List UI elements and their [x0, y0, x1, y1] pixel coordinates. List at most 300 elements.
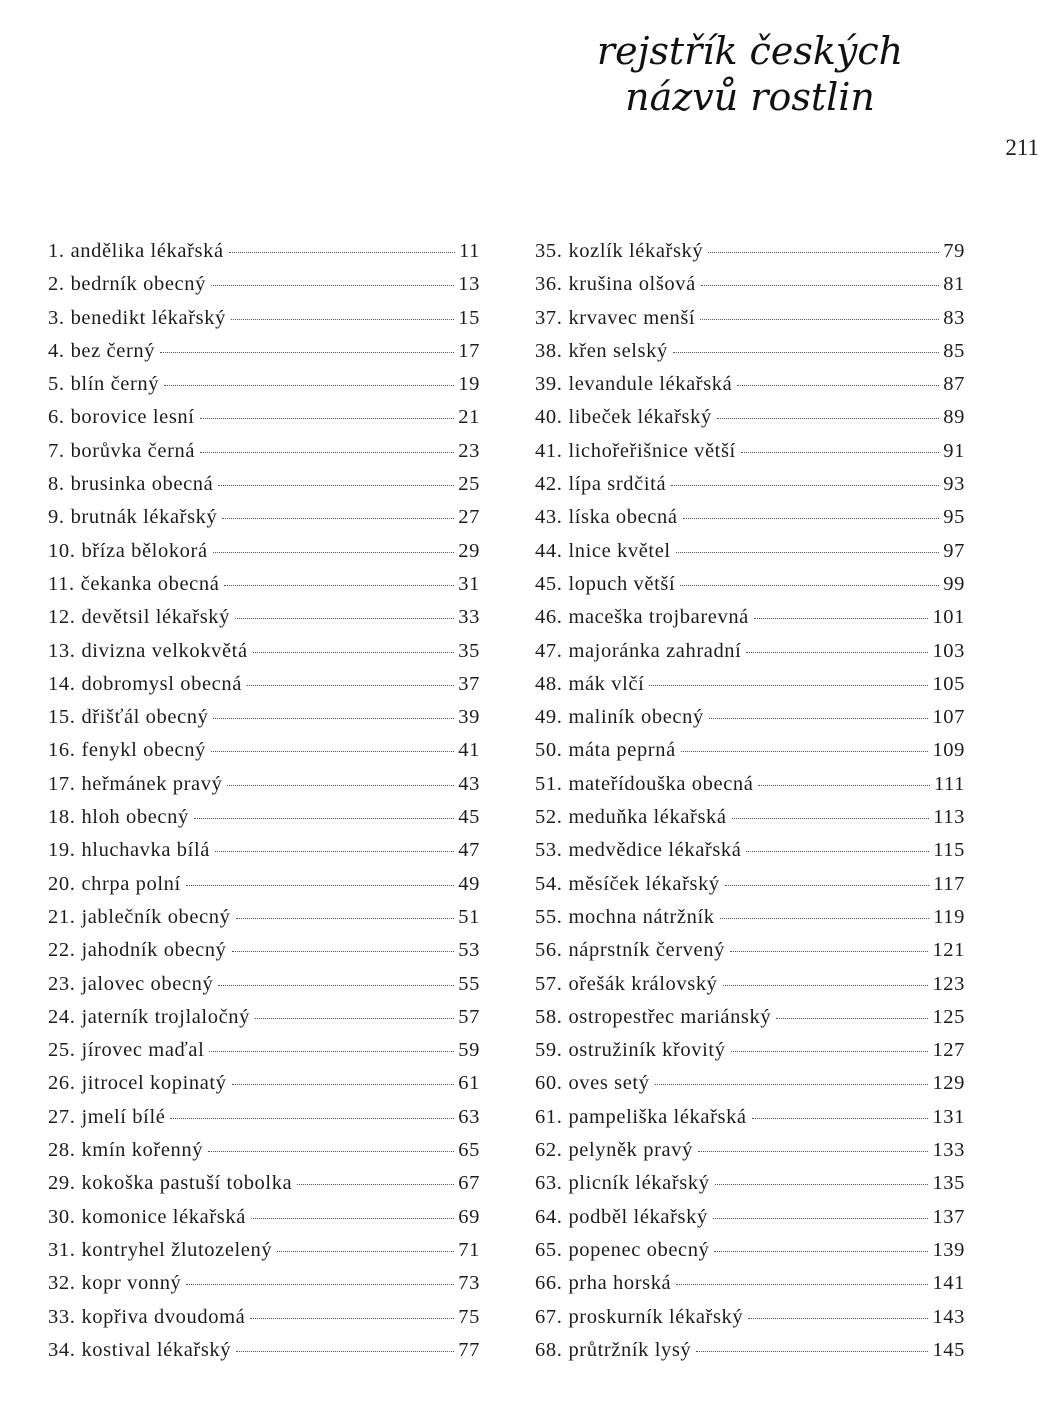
index-entry	[48, 273, 480, 306]
index-entry	[535, 973, 965, 1006]
dot-leader	[247, 685, 454, 686]
entry-page-number: 15	[458, 306, 480, 329]
index-title-line-2: názvů rostlin	[625, 75, 875, 119]
entry-page-number: 61	[458, 1072, 480, 1095]
entry-page-number: 135	[932, 1172, 965, 1195]
dot-leader	[200, 418, 455, 419]
dot-leader	[713, 1218, 929, 1219]
entry-plant-name: libeček lékařský	[568, 406, 712, 429]
dot-leader	[701, 285, 939, 286]
entry-plant-name: chrpa polní	[81, 872, 181, 895]
entry-number: 58.	[535, 1005, 563, 1028]
index-entry	[48, 440, 480, 473]
entry-number: 40.	[535, 406, 563, 429]
index-entry	[48, 1306, 480, 1339]
entry-page-number: 87	[943, 373, 965, 396]
entry-plant-name: jablečník obecný	[81, 905, 231, 928]
index-entry	[48, 1006, 480, 1039]
dot-leader	[255, 1018, 454, 1019]
dot-leader	[224, 585, 454, 586]
entry-plant-name: borovice lesní	[70, 406, 195, 429]
entry-plant-name: dobromysl obecná	[81, 672, 242, 695]
entry-page-number: 71	[458, 1238, 480, 1261]
entry-page-number: 97	[943, 539, 965, 562]
entry-page-number: 141	[932, 1272, 965, 1295]
entry-plant-name: měsíček lékařský	[568, 872, 720, 895]
entry-page-number: 137	[932, 1205, 965, 1228]
index-entry	[48, 606, 480, 639]
entry-number: 63.	[535, 1172, 563, 1195]
entry-plant-name: prha horská	[568, 1272, 672, 1295]
index-entry	[48, 1239, 480, 1272]
index-entry	[535, 806, 965, 839]
index-entry	[48, 739, 480, 772]
entry-number: 21.	[48, 905, 76, 928]
entry-plant-name: blín černý	[70, 373, 160, 396]
dot-leader	[186, 1284, 454, 1285]
entry-page-number: 29	[458, 539, 480, 562]
entry-plant-name: kozlík lékařský	[568, 240, 704, 262]
entry-plant-name: křen selský	[568, 339, 668, 362]
dot-leader	[752, 1118, 929, 1119]
entry-page-number: 37	[458, 672, 480, 695]
entry-plant-name: líska obecná	[568, 506, 678, 529]
entry-plant-name: komonice lékařská	[81, 1205, 246, 1228]
entry-plant-name: kmín kořenný	[81, 1139, 204, 1162]
dot-leader	[746, 851, 929, 852]
entry-page-number: 57	[458, 1005, 480, 1028]
entry-page-number: 143	[932, 1305, 965, 1328]
entry-number: 4.	[48, 339, 65, 362]
index-entry	[48, 773, 480, 806]
entry-number: 36.	[535, 273, 563, 296]
index-entry	[48, 1272, 480, 1305]
entry-plant-name: kopr vonný	[81, 1272, 182, 1295]
index-entry	[535, 773, 965, 806]
index-entry	[535, 1339, 965, 1372]
entry-number: 68.	[535, 1338, 563, 1361]
entry-page-number: 53	[458, 939, 480, 962]
entry-number: 27.	[48, 1105, 76, 1128]
dot-leader	[730, 951, 929, 952]
entry-plant-name: maliník obecný	[568, 706, 704, 729]
dot-leader	[194, 818, 454, 819]
entry-number: 43.	[535, 506, 563, 529]
entry-number: 8.	[48, 473, 65, 496]
index-entry	[48, 506, 480, 539]
entry-plant-name: lípa srdčitá	[568, 473, 667, 496]
index-entry	[48, 573, 480, 606]
entry-page-number: 59	[458, 1039, 480, 1062]
index-entry	[48, 839, 480, 872]
entry-number: 65.	[535, 1238, 563, 1261]
entry-number: 60.	[535, 1072, 563, 1095]
entry-plant-name: proskurník lékařský	[568, 1305, 744, 1328]
index-column-left	[48, 240, 480, 1372]
index-title-line-1: rejstřík českých	[596, 29, 904, 73]
entry-plant-name: máta peprná	[568, 739, 676, 762]
entry-page-number: 83	[943, 306, 965, 329]
dot-leader	[746, 652, 928, 653]
entry-number: 48.	[535, 672, 563, 695]
entry-page-number: 101	[932, 606, 965, 629]
entry-plant-name: majoránka zahradní	[568, 639, 742, 662]
entry-plant-name: ostružiník křovitý	[568, 1039, 726, 1062]
dot-leader	[200, 452, 454, 453]
entry-number: 23.	[48, 972, 76, 995]
index-entry	[48, 706, 480, 739]
index-entry	[535, 1272, 965, 1305]
entry-number: 47.	[535, 639, 563, 662]
entry-number: 26.	[48, 1072, 76, 1095]
dot-leader	[671, 485, 939, 486]
entry-number: 30.	[48, 1205, 76, 1228]
index-entry	[48, 307, 480, 340]
index-entry	[48, 240, 480, 273]
dot-leader	[676, 552, 940, 553]
entry-page-number: 89	[943, 406, 965, 429]
dot-leader	[211, 751, 454, 752]
entry-page-number: 105	[932, 672, 965, 695]
entry-plant-name: jalovec obecný	[81, 972, 214, 995]
entry-number: 32.	[48, 1272, 76, 1295]
dot-leader	[253, 652, 455, 653]
entry-plant-name: jitrocel kopinatý	[81, 1072, 227, 1095]
dot-leader	[209, 1051, 454, 1052]
dot-leader	[222, 518, 454, 519]
entry-plant-name: náprstník červený	[568, 939, 725, 962]
entry-number: 39.	[535, 373, 563, 396]
entry-plant-name: oves setý	[568, 1072, 650, 1095]
entry-page-number: 79	[943, 240, 965, 262]
entry-plant-name: plicník lékařský	[568, 1172, 710, 1195]
index-entry	[48, 340, 480, 373]
index-entry	[48, 640, 480, 673]
entry-plant-name: devětsil lékařský	[81, 606, 230, 629]
dot-leader	[741, 452, 939, 453]
entry-page-number: 85	[943, 339, 965, 362]
index-entry	[535, 506, 965, 539]
entry-plant-name: čekanka obecná	[80, 572, 220, 595]
dot-leader	[676, 1284, 928, 1285]
entry-plant-name: průtržník lysý	[568, 1338, 692, 1361]
dot-leader	[215, 851, 454, 852]
entry-page-number: 43	[458, 772, 480, 795]
entry-plant-name: andělika lékařská	[70, 240, 224, 262]
entry-page-number: 127	[932, 1039, 965, 1062]
entry-plant-name: mák vlčí	[568, 672, 645, 695]
dot-leader	[277, 1251, 454, 1252]
entry-page-number: 69	[458, 1205, 480, 1228]
entry-page-number: 45	[458, 806, 480, 829]
entry-page-number: 27	[458, 506, 480, 529]
entry-number: 14.	[48, 672, 76, 695]
entry-plant-name: medvědice lékařská	[568, 839, 742, 862]
entry-page-number: 117	[933, 872, 965, 895]
entry-number: 38.	[535, 339, 563, 362]
dot-leader	[251, 1218, 454, 1219]
entry-plant-name: krvavec menší	[568, 306, 696, 329]
index-entry	[535, 1072, 965, 1105]
dot-leader	[186, 885, 454, 886]
entry-plant-name: dřišťál obecný	[81, 706, 209, 729]
entry-number: 9.	[48, 506, 65, 529]
entry-page-number: 115	[933, 839, 965, 862]
entry-page-number: 103	[932, 639, 965, 662]
dot-leader	[227, 785, 454, 786]
entry-page-number: 31	[458, 572, 480, 595]
entry-number: 55.	[535, 905, 563, 928]
entry-number: 18.	[48, 806, 76, 829]
entry-number: 2.	[48, 273, 65, 296]
dot-leader	[297, 1184, 454, 1185]
index-entry	[535, 406, 965, 439]
entry-number: 49.	[535, 706, 563, 729]
dot-leader	[737, 385, 939, 386]
entry-number: 6.	[48, 406, 65, 429]
entry-plant-name: jírovec maďal	[81, 1039, 205, 1062]
dot-leader	[208, 1151, 454, 1152]
entry-page-number: 81	[943, 273, 965, 296]
entry-number: 28.	[48, 1139, 76, 1162]
entry-page-number: 63	[458, 1105, 480, 1128]
index-entry	[535, 373, 965, 406]
entry-number: 11.	[48, 572, 75, 595]
index-entry	[48, 1072, 480, 1105]
dot-leader	[218, 985, 454, 986]
entry-number: 66.	[535, 1272, 563, 1295]
entry-page-number: 145	[932, 1338, 965, 1361]
entry-plant-name: kokoška pastuší tobolka	[81, 1172, 293, 1195]
entry-number: 22.	[48, 939, 76, 962]
dot-leader	[709, 718, 929, 719]
entry-plant-name: meduňka lékařská	[568, 806, 727, 829]
entry-number: 42.	[535, 473, 563, 496]
entry-plant-name: kopřiva dvoudomá	[81, 1305, 246, 1328]
entry-page-number: 133	[932, 1139, 965, 1162]
index-entry	[48, 906, 480, 939]
entry-number: 56.	[535, 939, 563, 962]
entry-number: 33.	[48, 1305, 76, 1328]
entry-plant-name: bříza bělokorá	[81, 539, 208, 562]
entry-page-number: 49	[458, 872, 480, 895]
entry-page-number: 119	[933, 905, 965, 928]
dot-leader	[776, 1018, 928, 1019]
entry-plant-name: pelyněk pravý	[568, 1139, 693, 1162]
entry-number: 41.	[535, 439, 563, 462]
dot-leader	[754, 618, 929, 619]
entry-number: 52.	[535, 806, 563, 829]
entry-page-number: 41	[458, 739, 480, 762]
entry-number: 12.	[48, 606, 76, 629]
entry-page-number: 39	[458, 706, 480, 729]
index-entry	[48, 1139, 480, 1172]
index-entry	[48, 939, 480, 972]
entry-number: 17.	[48, 772, 76, 795]
entry-plant-name: mateřídouška obecná	[568, 772, 754, 795]
entry-page-number: 65	[458, 1139, 480, 1162]
dot-leader	[160, 352, 454, 353]
entry-plant-name: maceška trojbarevná	[568, 606, 749, 629]
index-entry	[535, 1306, 965, 1339]
dot-leader	[164, 385, 454, 386]
entry-number: 35.	[535, 240, 563, 262]
entry-number: 59.	[535, 1039, 563, 1062]
entry-plant-name: bedrník obecný	[70, 273, 206, 296]
dot-leader	[748, 1318, 928, 1319]
index-entry	[535, 1039, 965, 1072]
index-entry	[48, 473, 480, 506]
entry-page-number: 77	[458, 1338, 480, 1361]
index-entry	[535, 273, 965, 306]
entry-plant-name: pampeliška lékařská	[568, 1105, 747, 1128]
dot-leader	[717, 418, 939, 419]
dot-leader	[232, 1084, 455, 1085]
index-entry	[48, 873, 480, 906]
entry-page-number: 131	[932, 1105, 965, 1128]
entry-plant-name: podběl lékařský	[568, 1205, 708, 1228]
dot-leader	[170, 1118, 454, 1119]
index-entry	[535, 307, 965, 340]
entry-page-number: 93	[943, 473, 965, 496]
index-entry	[48, 1339, 480, 1372]
dot-leader	[720, 918, 930, 919]
index-entry	[535, 473, 965, 506]
index-entry	[535, 573, 965, 606]
entry-plant-name: heřmánek pravý	[81, 772, 223, 795]
dot-leader	[696, 1351, 928, 1352]
entry-page-number: 35	[458, 639, 480, 662]
dot-leader	[213, 718, 454, 719]
entry-plant-name: ostropestřec mariánský	[568, 1005, 772, 1028]
dot-leader	[655, 1084, 929, 1085]
entry-page-number: 25	[458, 473, 480, 496]
dot-leader	[683, 518, 940, 519]
entry-number: 24.	[48, 1005, 76, 1028]
entry-plant-name: bez černý	[70, 339, 156, 362]
dot-leader	[708, 252, 939, 253]
entry-plant-name: kontryhel žlutozelený	[81, 1238, 273, 1261]
entry-number: 61.	[535, 1105, 563, 1128]
page-number: 211	[1005, 135, 1039, 160]
entry-page-number: 139	[932, 1238, 965, 1261]
entry-page-number: 109	[932, 739, 965, 762]
entry-page-number: 91	[943, 439, 965, 462]
entry-plant-name: brusinka obecná	[70, 473, 214, 496]
index-entry	[48, 540, 480, 573]
entry-number: 45.	[535, 572, 563, 595]
entry-number: 15.	[48, 706, 76, 729]
index-entry	[48, 1039, 480, 1072]
dot-leader	[723, 985, 929, 986]
dot-leader	[232, 951, 455, 952]
entry-number: 62.	[535, 1139, 563, 1162]
entry-number: 1.	[48, 240, 65, 262]
entry-number: 7.	[48, 439, 65, 462]
dot-leader	[211, 285, 454, 286]
entry-page-number: 107	[932, 706, 965, 729]
index-entry	[48, 673, 480, 706]
entry-plant-name: brutnák lékařský	[70, 506, 218, 529]
entry-number: 31.	[48, 1238, 76, 1261]
dot-leader	[218, 485, 454, 486]
entry-plant-name: divizna velkokvětá	[81, 639, 248, 662]
entry-number: 37.	[535, 306, 563, 329]
entry-number: 10.	[48, 539, 76, 562]
entry-plant-name: mochna nátržník	[568, 905, 715, 928]
index-entry	[535, 873, 965, 906]
entry-plant-name: fenykl obecný	[81, 739, 206, 762]
dot-leader	[732, 818, 930, 819]
entry-page-number: 99	[943, 572, 965, 595]
dot-leader	[700, 319, 939, 320]
entry-number: 19.	[48, 839, 76, 862]
entry-page-number: 21	[458, 406, 480, 429]
dot-leader	[236, 1351, 454, 1352]
dot-leader	[250, 1318, 454, 1319]
entry-plant-name: benedikt lékařský	[70, 306, 226, 329]
dot-leader	[698, 1151, 929, 1152]
dot-leader	[714, 1251, 928, 1252]
index-entry	[535, 440, 965, 473]
index-entry	[535, 1172, 965, 1205]
entry-number: 54.	[535, 872, 563, 895]
index-entry	[535, 1106, 965, 1139]
index-entry	[535, 1239, 965, 1272]
index-entry	[535, 939, 965, 972]
entry-number: 34.	[48, 1338, 76, 1361]
entry-page-number: 55	[458, 972, 480, 995]
entry-page-number: 125	[932, 1005, 965, 1028]
entry-number: 53.	[535, 839, 563, 862]
dot-leader	[231, 319, 454, 320]
index-entry	[535, 1206, 965, 1239]
dot-leader	[731, 1051, 929, 1052]
index-entry	[535, 1139, 965, 1172]
index-title	[560, 28, 940, 120]
entry-number: 64.	[535, 1205, 563, 1228]
entry-page-number: 121	[932, 939, 965, 962]
entry-plant-name: hluchavka bílá	[81, 839, 210, 862]
entry-page-number: 113	[933, 806, 965, 829]
index-entry	[535, 706, 965, 739]
index-entry	[535, 340, 965, 373]
dot-leader	[673, 352, 939, 353]
entry-number: 44.	[535, 539, 563, 562]
index-entry	[48, 806, 480, 839]
entry-plant-name: lichořeřišnice větší	[568, 439, 736, 462]
entry-page-number: 11	[459, 240, 480, 262]
entry-plant-name: kostival lékařský	[81, 1338, 232, 1361]
entry-number: 25.	[48, 1039, 76, 1062]
dot-leader	[213, 552, 455, 553]
index-entry	[48, 973, 480, 1006]
entry-page-number: 111	[933, 772, 965, 795]
index-entry	[48, 1206, 480, 1239]
entry-page-number: 129	[932, 1072, 965, 1095]
entry-number: 13.	[48, 639, 76, 662]
index-entry	[48, 1106, 480, 1139]
index-entry	[535, 540, 965, 573]
entry-number: 29.	[48, 1172, 76, 1195]
entry-page-number: 33	[458, 606, 480, 629]
index-entry	[535, 606, 965, 639]
entry-page-number: 19	[458, 373, 480, 396]
entry-plant-name: lnice květel	[568, 539, 671, 562]
index-entry	[48, 373, 480, 406]
entry-page-number: 47	[458, 839, 480, 862]
dot-leader	[758, 785, 930, 786]
